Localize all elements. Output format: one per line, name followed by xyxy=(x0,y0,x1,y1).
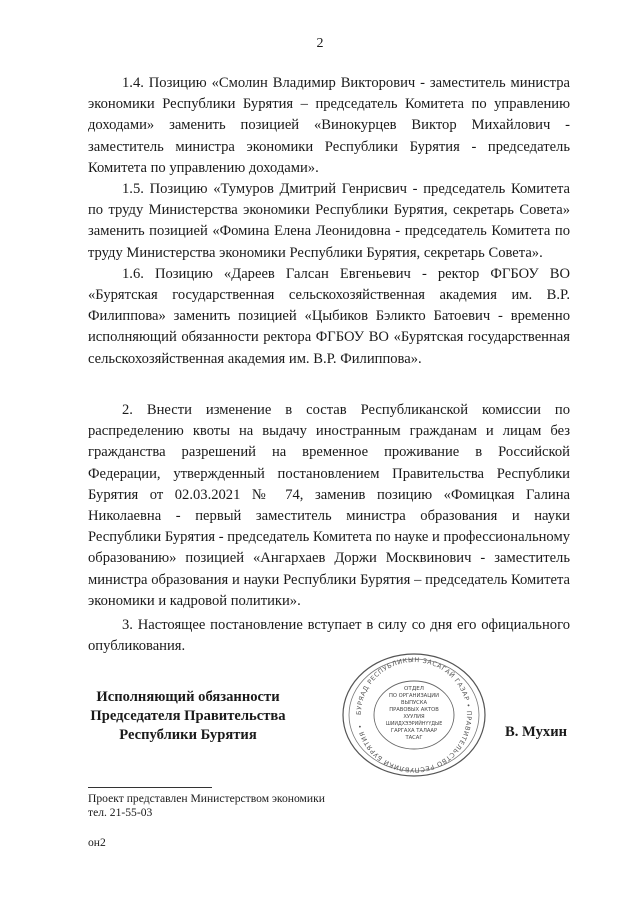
signatory-name: В. Мухин xyxy=(505,724,568,740)
stamp-line-5: ХУУЛИЯ xyxy=(403,714,425,720)
signatory-title-line-3: Республики Бурятия xyxy=(119,727,257,743)
signatory-title xyxy=(84,688,292,745)
stamp-line-2: ПО ОРГАНИЗАЦИИ xyxy=(388,693,440,699)
section-item-2 xyxy=(88,400,570,612)
paragraph-2: 2. Внести изменение в состав Республиканской комиссии по распределению квоты на выдачу иностранным гражданам и лицам без гражданства разрешений на временное проживание в Российской Федерации, утвержденный постановлением Правительства Республики Бурятия от 02.03.2021 № 74, заменив позицию «Фомицкая Галина Николаевна - первый заместитель министра образования и науки Республики Бурятия - председатель Комитета по науке и профессиональному образованию» позицией «Ангархаев Доржи Москвинович - заместитель министра образования и науки Республики Бурятия – председатель Комитета экономики и кадровой политики». xyxy=(88,402,570,609)
footer-code: он2 xyxy=(88,836,106,849)
paragraph-1-5: 1.5. Позицию «Тумуров Дмитрий Генрисвич - председатель Комитета по труду Министерства экономики Республики Бурятия, секретарь Совета» заменить позицией «Фомина Елена Леонидовна - председатель Комитета по труду Министерства экономики Республики Бурятия, секретарь Совета». xyxy=(88,181,570,261)
signatory-title-line-1: Исполняющий обязанности xyxy=(96,689,280,705)
section-items-1-4-to-1-6 xyxy=(88,73,570,370)
stamp-ring-text: БУРЯАД РЕСПУБЛИКЫН ЗАСАГАЙ ГАЗАР • ПРАВИТЕЛЬСТВО РЕСПУБЛИКИ БУРЯТИЯ • xyxy=(354,655,474,775)
section-item-3 xyxy=(88,615,570,657)
paragraph-1-4: 1.4. Позицию «Смолин Владимир Викторович - заместитель министра экономики Республики Бурятия – председатель Комитета по управлению доходами» заменить позицией «Винокурцев Виктор Михайлович - заместитель министра экономики Республики Бурятия - председатель Комитета по управлению доходами». xyxy=(88,75,570,176)
stamp-line-8: ТАСАГ xyxy=(405,735,423,741)
stamp-line-6: ШИИДХЭЭРИЙНҮҮДЫЕ xyxy=(385,722,443,727)
official-seal-stamp xyxy=(340,652,488,778)
paragraph-1-6: 1.6. Позицию «Дареев Галсан Евгеньевич - ректор ФГБОУ ВО «Бурятская государственная сельскохозяйственная академия им. В.Р. Филиппова» заменить позицией «Цыбиков Бэликто Батоевич - временно исполняющий обязанности ректора ФГБОУ ВО «Бурятская государственная сельскохозяйственная академия им. В.Р. Филиппова». xyxy=(88,265,570,367)
stamp-line-4: ПРАВОВЫХ АКТОВ xyxy=(389,707,439,713)
stamp-line-7: ГАРГАХА ТАЛААР xyxy=(390,728,438,734)
signatory-title-line-2: Председателя Правительства xyxy=(90,708,286,724)
footer-phone-line: тел. 21-55-03 xyxy=(88,806,153,819)
footer-divider xyxy=(88,787,212,788)
page-number: 2 xyxy=(316,36,324,51)
stamp-line-3: ВЫПУСКА xyxy=(400,700,428,706)
footer-author-line: Проект представлен Министерством экономики xyxy=(88,792,325,805)
paragraph-3: 3. Настоящее постановление вступает в силу со дня его официального опубликования. xyxy=(88,617,570,655)
stamp-line-1: ОТДЕЛ xyxy=(404,686,424,692)
